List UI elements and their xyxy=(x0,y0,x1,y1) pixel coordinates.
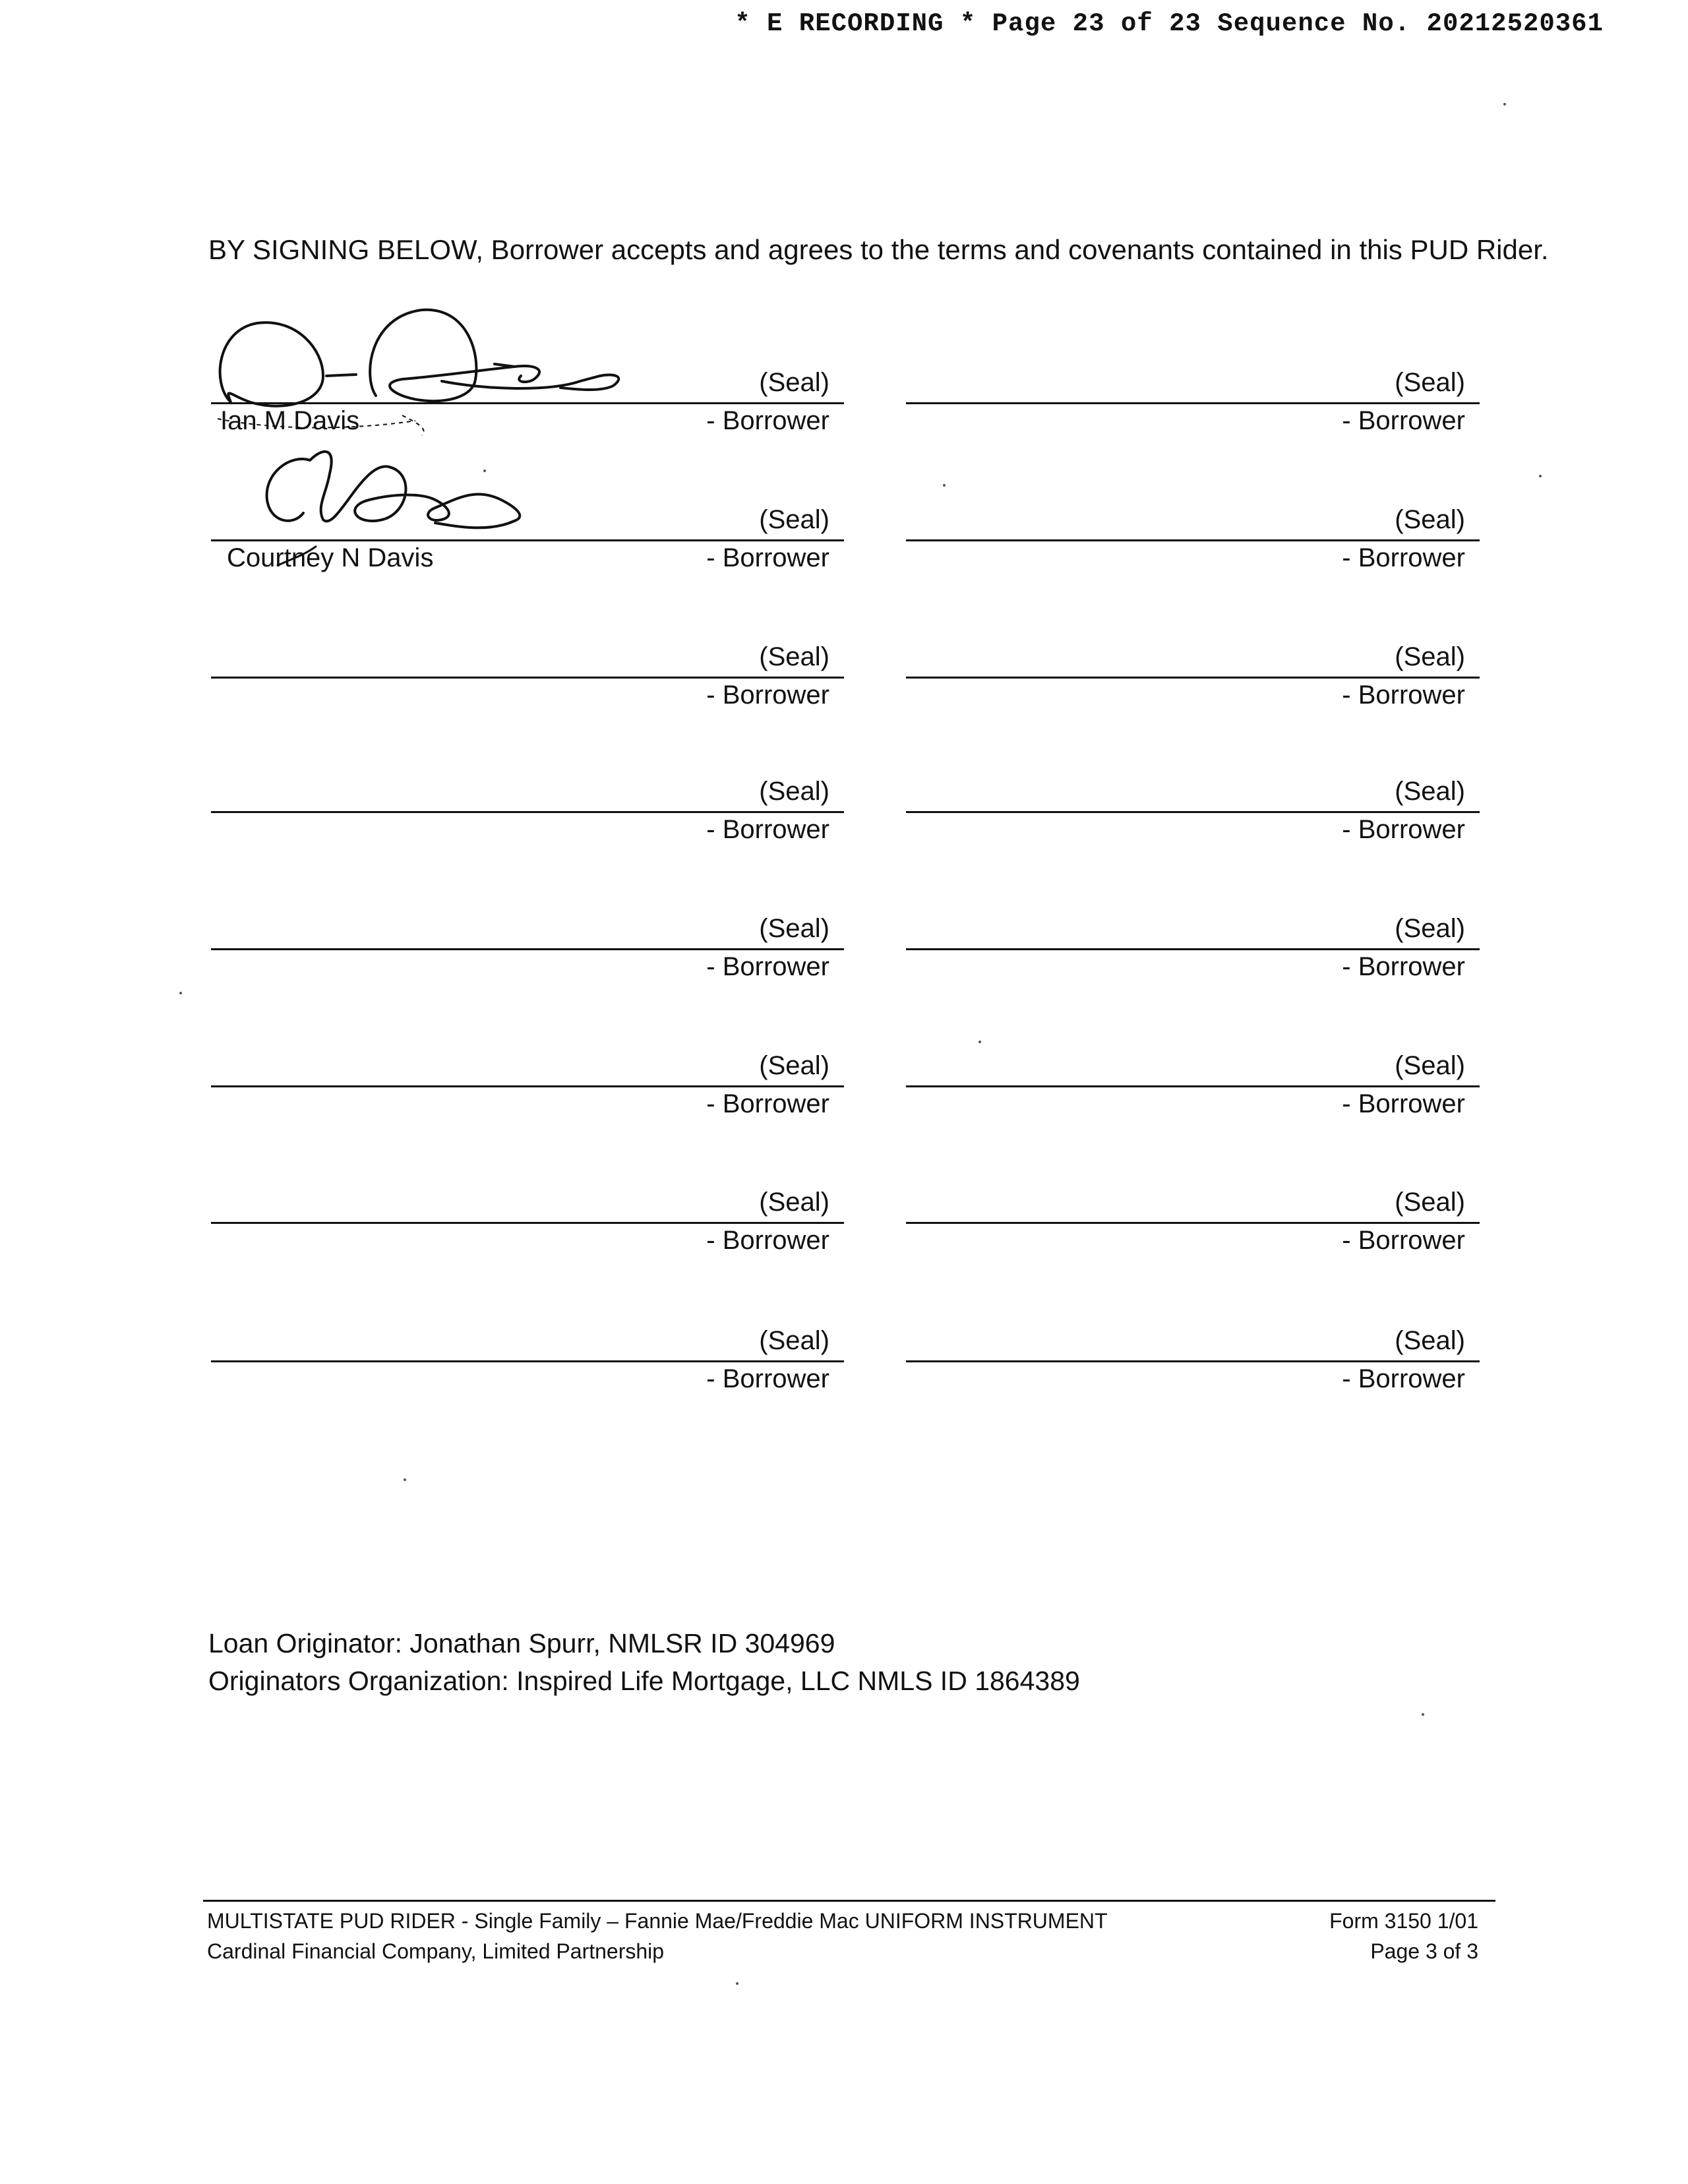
borrower-label: - Borrower xyxy=(1342,406,1465,435)
recording-header: * E RECORDING * Page 23 of 23 Sequence No. 20212520361 xyxy=(735,9,1604,38)
scan-speck xyxy=(736,1982,738,1985)
signature-block-right-5[interactable] xyxy=(906,914,1480,994)
signature-block-right-3[interactable] xyxy=(906,642,1480,723)
scan-speck xyxy=(943,484,946,487)
footer-left xyxy=(207,1906,1108,1966)
seal-label: (Seal) xyxy=(759,777,829,806)
signer-name-ian-davis: Ian M Davis xyxy=(220,406,360,435)
signature-block-right-4[interactable] xyxy=(906,777,1480,857)
scan-speck xyxy=(483,470,486,472)
signature-block-left-4[interactable] xyxy=(211,777,844,857)
seal-label: (Seal) xyxy=(1395,642,1465,671)
footer-divider xyxy=(203,1900,1495,1902)
signature-block-right-8[interactable] xyxy=(906,1326,1480,1407)
scan-speck xyxy=(179,992,182,994)
seal-label: (Seal) xyxy=(1395,1188,1465,1217)
form-title: MULTISTATE PUD RIDER - Single Family – Fannie Mae/Freddie Mac UNIFORM INSTRUMENT xyxy=(207,1909,1108,1933)
scan-speck xyxy=(1422,1713,1424,1716)
seal-label: (Seal) xyxy=(1395,505,1465,534)
signature-block-right-1[interactable] xyxy=(906,368,1480,448)
borrower-label: - Borrower xyxy=(1342,1089,1465,1118)
seal-label: (Seal) xyxy=(1395,1051,1465,1080)
borrower-label: - Borrower xyxy=(706,1089,829,1118)
footer-right xyxy=(1329,1906,1478,1966)
borrower-label: - Borrower xyxy=(706,1364,829,1393)
borrower-label: - Borrower xyxy=(706,543,829,572)
signature-block-left-6[interactable] xyxy=(211,1051,844,1132)
seal-label: (Seal) xyxy=(759,368,829,397)
borrower-label: - Borrower xyxy=(1342,815,1465,844)
signature-block-right-7[interactable] xyxy=(906,1188,1480,1268)
signature-block-right-2[interactable] xyxy=(906,505,1480,586)
signature-block-right-6[interactable] xyxy=(906,1051,1480,1132)
seal-label: (Seal) xyxy=(1395,914,1465,943)
page-number: Page 3 of 3 xyxy=(1370,1939,1478,1963)
borrower-label: - Borrower xyxy=(1342,1364,1465,1393)
form-number: Form 3150 1/01 xyxy=(1329,1909,1478,1933)
signature-block-left-7[interactable] xyxy=(211,1188,844,1268)
borrower-label: - Borrower xyxy=(706,681,829,710)
scan-speck xyxy=(1539,475,1542,477)
originator-organization: Originators Organization: Inspired Life Mortgage, LLC NMLS ID 1864389 xyxy=(208,1666,1080,1696)
seal-label: (Seal) xyxy=(759,1188,829,1217)
seal-label: (Seal) xyxy=(759,1326,829,1355)
signature-block-left-5[interactable] xyxy=(211,914,844,994)
borrower-label: - Borrower xyxy=(1342,681,1465,710)
seal-label: (Seal) xyxy=(759,642,829,671)
loan-originator: Loan Originator: Jonathan Spurr, NMLSR ID 304969 xyxy=(208,1628,835,1658)
borrower-label: - Borrower xyxy=(1342,1226,1465,1255)
seal-label: (Seal) xyxy=(759,505,829,534)
seal-label: (Seal) xyxy=(1395,368,1465,397)
seal-label: (Seal) xyxy=(759,914,829,943)
borrower-label: - Borrower xyxy=(1342,952,1465,981)
signature-grid xyxy=(211,368,1480,1411)
borrower-label: - Borrower xyxy=(706,406,829,435)
signature-block-left-3[interactable] xyxy=(211,642,844,723)
borrower-label: - Borrower xyxy=(706,952,829,981)
seal-label: (Seal) xyxy=(759,1051,829,1080)
seal-label: (Seal) xyxy=(1395,777,1465,806)
scan-speck xyxy=(404,1478,406,1481)
signature-block-left-8[interactable] xyxy=(211,1326,844,1407)
signature-block-left-2 xyxy=(211,505,844,586)
scan-speck xyxy=(1503,103,1506,106)
originator-info xyxy=(208,1625,1080,1700)
borrower-label: - Borrower xyxy=(706,815,829,844)
seal-label: (Seal) xyxy=(1395,1326,1465,1355)
company-name: Cardinal Financial Company, Limited Partnership xyxy=(207,1939,665,1963)
borrower-label: - Borrower xyxy=(706,1226,829,1255)
borrower-label: - Borrower xyxy=(1342,543,1465,572)
signing-statement: BY SIGNING BELOW, Borrower accepts and agrees to the terms and covenants contained in this PUD Rider. xyxy=(208,234,1549,265)
signer-name-courtney-davis: Courtney N Davis xyxy=(227,543,434,572)
scan-speck xyxy=(979,1041,981,1043)
